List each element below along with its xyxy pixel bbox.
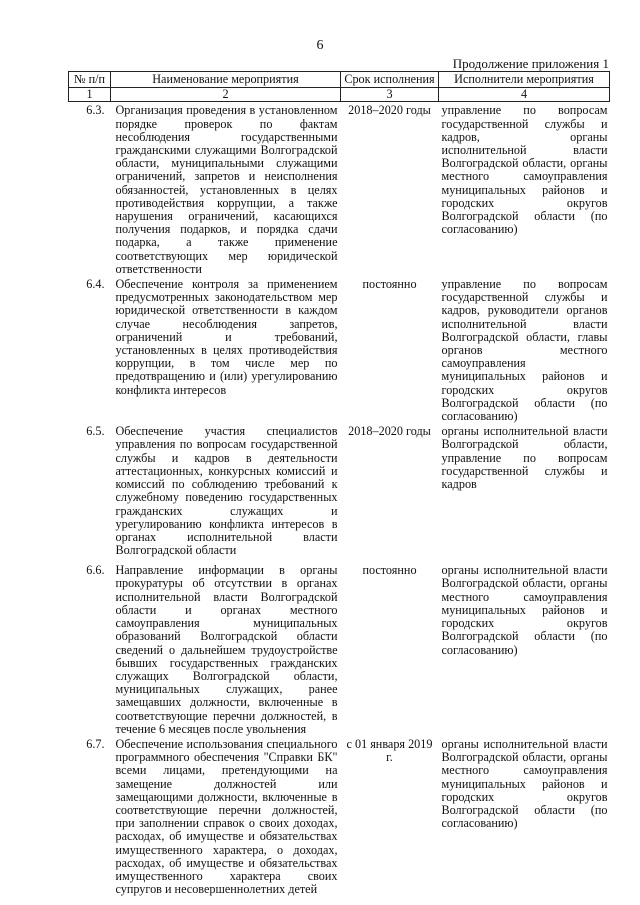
measure-executors: органы исполнительной власти Волгоградской области, управление по вопросам государственной службы и кадров (441, 424, 608, 492)
header-executors: Исполнители мероприятия (439, 72, 610, 88)
measure-term: с 01 января 2019 г. (346, 736, 433, 765)
table-row (69, 562, 610, 736)
table-row (69, 736, 610, 896)
measures-table (68, 71, 610, 896)
column-number: 2 (111, 88, 341, 102)
measure-name: Обеспечение участия специалистов управления по вопросам государственной службы и кадров в деятельности аттестационных, конкурсных комиссий и комиссий по соблюдению требований к служебному поведению государственных гражданских служащих и урегулированию конфликта интересов в органах исполнительной власти Волгоградской области (115, 424, 338, 558)
measure-term: постоянно (362, 277, 417, 292)
header-term: Срок исполнения (341, 72, 439, 88)
column-number-row (69, 88, 610, 102)
measure-executors: органы исполнительной власти Волгоградской области, органы местного самоуправления муниципальных районов и городских округов Волгоградской области (по согласованию) (441, 736, 608, 831)
row-number: 6.3. (86, 103, 105, 118)
table-row (69, 423, 610, 562)
measure-name: Обеспечение контроля за применением предусмотренных законодательством мер юридической ответственности в каждом случае несоблюдения запретов, ограничений и требований, установленных в целях противодействия коррупции, в том числе мер по предотвращению и (или) урегулированию конфликта интересов (115, 277, 338, 397)
column-number: 1 (69, 88, 111, 102)
row-number: 6.4. (86, 277, 105, 292)
measure-executors: управление по вопросам государственной службы и кадров, органы исполнительной власти Волгоградской области, органы местного самоуправления муниципальных районов и городских округов Волгоградской области (по согласованию) (441, 103, 608, 237)
column-number: 4 (439, 88, 610, 102)
header-num: № п/п (69, 72, 111, 88)
row-number: 6.7. (86, 736, 105, 751)
measure-term: постоянно (362, 563, 417, 578)
page-number: 6 (316, 38, 324, 53)
column-number: 3 (341, 88, 439, 102)
measure-name: Организация проведения в установленном порядке проверок по фактам несоблюдения государственными гражданскими служащими Волгоградской области, муниципальными служащими ограничений, запретов и неисполнения обязанностей, установленных в целях противодействия коррупции, а также нарушения ограничений, касающихся получения подарков, и порядка сдачи подарка, а также применение соответствующих мер юридической ответственности (115, 103, 338, 276)
measure-name: Направление информации в органы прокуратуры об отсутствии в органах исполнительной власти Волгоградской области и органах местного самоуправления муниципальных образований Волгоградской области сведений о дальнейшем трудоустройстве бывших государственных гражданских служащих Волгоградской области, муниципальных служащих, ранее замещавших должности, включенные в соответствующие перечни должностей, в течение 6 месяцев после увольнения (115, 563, 338, 736)
measure-executors: органы исполнительной власти Волгоградской области, органы местного самоуправления муниципальных районов и городских округов Волгоградской области (по согласованию) (441, 563, 608, 657)
measure-name: Обеспечение использования специального программного обеспечения "Справки БК" всеми лицами, претендующими на замещение должностей или замещающими должности, включенные в соответствующие перечни должностей, при заполнении справок о своих доходах, расходах, об имуществе и обязательствах имущественного характера, о доходах, расходах, об имуществе и обязательствах имущественного характера своих супругов и несовершеннолетних детей (115, 736, 338, 897)
continuation-label: Продолжение приложения 1 (452, 56, 609, 71)
table-row (69, 102, 610, 276)
row-number: 6.6. (86, 563, 105, 578)
measure-executors: управление по вопросам государственной службы и кадров, руководители органов исполнительной власти Волгоградской области, главы органов местного самоуправления муниципальных районов и городских округов Волгоградской области (по согласованию) (441, 277, 608, 424)
table-row (69, 276, 610, 423)
measure-term: 2018–2020 годы (348, 103, 431, 118)
measure-term: 2018–2020 годы (348, 424, 431, 439)
row-number: 6.5. (86, 424, 105, 439)
table-header-row (69, 72, 610, 88)
header-name: Наименование мероприятия (111, 72, 341, 88)
